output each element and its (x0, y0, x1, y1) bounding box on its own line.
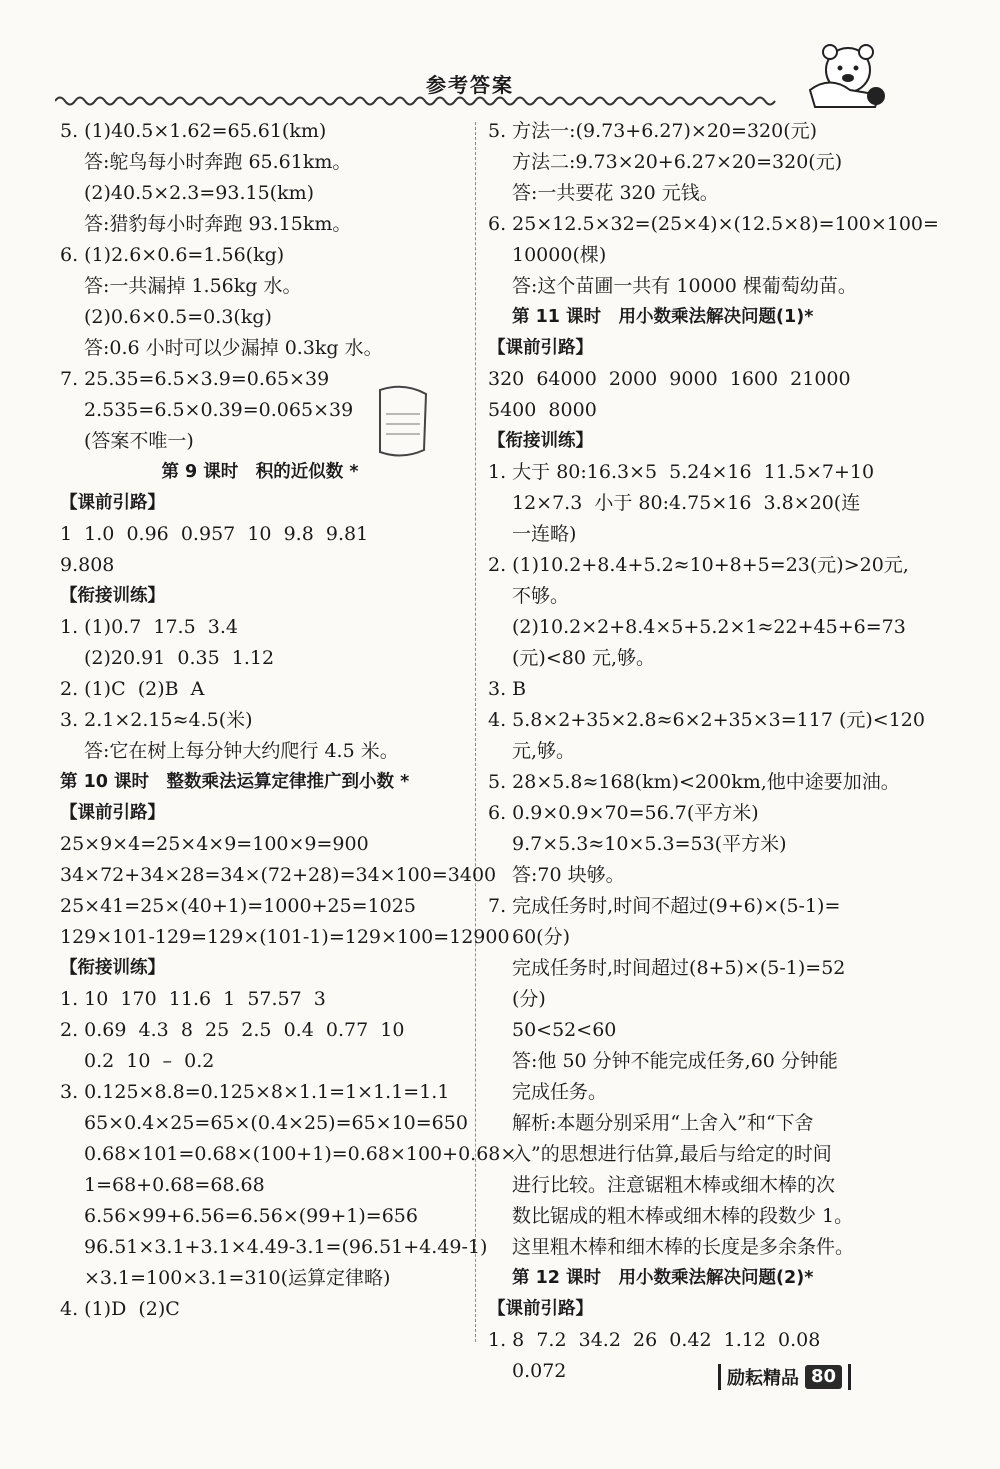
section-heading: 【课前引路】 (488, 1299, 593, 1319)
answer-line: 解析:本题分别采用“上舍入”和“下舍 (512, 1112, 814, 1134)
answer-line: 2. (1)C (2)B A (60, 678, 205, 700)
answer-line: 答:70 块够。 (512, 864, 625, 886)
answer-line: 96.51×3.1+3.1×4.49-3.1=(96.51+4.49-1) (84, 1236, 488, 1258)
answer-line: 6. (1)2.6×0.6=1.56(kg) (60, 244, 285, 266)
answer-line: 进行比较。注意锯粗木棒或细木棒的次 (512, 1174, 836, 1196)
answer-line: 4. (1)D (2)C (60, 1298, 180, 1320)
answer-line: 25×41=25×(40+1)=1000+25=1025 (60, 895, 416, 917)
answer-line: 完成任务。 (512, 1081, 608, 1103)
footer-bar (848, 1364, 851, 1390)
answer-line: 答:0.6 小时可以少漏掉 0.3kg 水。 (84, 337, 383, 359)
answer-line: 65×0.4×25=65×(0.4×25)=65×10=650 (84, 1112, 468, 1134)
footer-brand: 励耘精品 (727, 1368, 799, 1389)
section-heading: 【衔接训练】 (60, 586, 165, 606)
answer-line: 3. 0.125×8.8=0.125×8×1.1=1×1.1=1.1 (60, 1081, 450, 1103)
answer-line: 5. 28×5.8≈168(km)<200km,他中途要加油。 (488, 771, 900, 793)
answer-line: 25×9×4=25×4×9=100×9=900 (60, 833, 369, 855)
answer-line: 2.535=6.5×0.39=0.065×39 (84, 399, 354, 421)
section-heading: 第 11 课时 用小数乘法解决问题(1)* (512, 307, 814, 327)
answer-line: 0.2 10 – 0.2 (84, 1050, 215, 1072)
answer-line: 60(分) (512, 926, 571, 948)
answer-line: ×3.1=100×3.1=310(运算定律略) (84, 1267, 391, 1289)
answer-line: 10000(棵) (512, 244, 607, 266)
footer-bar (718, 1364, 721, 1390)
section-heading: 【课前引路】 (60, 493, 165, 513)
bear-mascot-icon (790, 40, 890, 110)
answer-line: 2. (1)10.2+8.4+5.2≈10+8+5=23(元)>20元, (488, 554, 909, 576)
answer-line: (2)40.5×2.3=93.15(km) (84, 182, 315, 204)
answer-line: 50<52<60 (512, 1019, 617, 1041)
answer-line: 34×72+34×28=34×(72+28)=34×100=3400 (60, 864, 497, 886)
page-header (0, 58, 1000, 118)
page-number: 80 (805, 1365, 842, 1389)
answer-line: 元,够。 (512, 740, 576, 762)
answer-line: 完成任务时,时间超过(8+5)×(5-1)=52 (512, 957, 846, 979)
answer-line: 答:鸵鸟每小时奔跑 65.61km。 (84, 151, 352, 173)
answer-line: (分) (512, 988, 546, 1010)
answer-line: 答:他 50 分钟不能完成任务,60 分钟能 (512, 1050, 838, 1072)
answer-line: 答:一共漏掉 1.56kg 水。 (84, 275, 302, 297)
answer-line: 1 1.0 0.96 0.957 10 9.8 9.81 (60, 523, 369, 545)
watermark (250, 810, 470, 901)
answer-line: 1=68+0.68=68.68 (84, 1174, 265, 1196)
answer-line: 1. 8 7.2 34.2 26 0.42 1.12 0.08 (488, 1329, 821, 1351)
answer-line: 答:一共要花 320 元钱。 (512, 182, 719, 204)
answer-line: 2. 0.69 4.3 8 25 2.5 0.4 0.77 10 (60, 1019, 405, 1041)
answer-line: (答案不唯一) (84, 430, 194, 452)
answer-line: 不够。 (512, 585, 570, 607)
answer-line: 入”的思想进行估算,最后与给定的时间 (512, 1143, 832, 1165)
section-heading: 【课前引路】 (60, 803, 165, 823)
page-footer (712, 1362, 857, 1392)
answer-line: 方法二:9.73×20+6.27×20=320(元) (512, 151, 843, 173)
answer-line: 7. 完成任务时,时间不超过(9+6)×(5-1)= (488, 895, 841, 917)
answer-line: (2)0.6×0.5=0.3(kg) (84, 306, 272, 328)
answer-line: 1. 大于 80:16.3×5 5.24×16 11.5×7+10 (488, 461, 875, 483)
answer-line: 6. 25×12.5×32=(25×4)×(12.5×8)=100×100= (488, 213, 939, 235)
homework-stamp-icon (372, 384, 434, 462)
answer-line: 5. 方法一:(9.73+6.27)×20=320(元) (488, 120, 818, 142)
answer-line: 12×7.3 小于 80:4.75×16 3.8×20(连 (512, 492, 861, 514)
answer-line: 1. 10 170 11.6 1 57.57 3 (60, 988, 326, 1010)
answer-line: 6. 0.9×0.9×70=56.7(平方米) (488, 802, 759, 824)
section-heading: 【衔接训练】 (60, 958, 165, 978)
answer-line: (元)<80 元,够。 (512, 647, 656, 669)
answer-line: 9.808 (60, 554, 115, 576)
answer-line: 5. (1)40.5×1.62=65.61(km) (60, 120, 327, 142)
answer-line: 3. B (488, 678, 527, 700)
section-heading: 【衔接训练】 (488, 431, 593, 451)
answer-line: 一连略) (512, 523, 577, 545)
section-heading: 第 9 课时 积的近似数 * (161, 462, 359, 482)
answer-line: 3. 2.1×2.15≈4.5(米) (60, 709, 253, 731)
section-heading: 第 12 课时 用小数乘法解决问题(2)* (512, 1268, 814, 1288)
answer-line: 答:这个苗圃一共有 10000 棵葡萄幼苗。 (512, 275, 857, 297)
answer-line: 4. 5.8×2+35×2.8≈6×2+35×3=117 (元)<120 (488, 709, 925, 731)
answer-line: (2)20.91 0.35 1.12 (84, 647, 275, 669)
page-title: 参考答案 (426, 73, 514, 97)
answer-line: 129×101-129=129×(101-1)=129×100=12900 (60, 926, 510, 948)
answer-line: 0.072 (512, 1360, 567, 1382)
answer-line: 9.7×5.3≈10×5.3=53(平方米) (512, 833, 787, 855)
answer-line: 答:它在树上每分钟大约爬行 4.5 米。 (84, 740, 399, 762)
section-heading: 第 10 课时 整数乘法运算定律推广到小数 * (60, 772, 410, 792)
answer-line: 320 64000 2000 9000 1600 21000 (488, 368, 851, 390)
answer-line: 5400 8000 (488, 399, 597, 421)
answers-right-column (488, 116, 939, 1387)
answer-line: (2)10.2×2+8.4×5+5.2×1≈22+45+6=73 (512, 616, 906, 638)
answer-line: 这里粗木棒和细木棒的长度是多余条件。 (512, 1236, 855, 1258)
answer-line: 0.68×101=0.68×(100+1)=0.68×100+0.68× (84, 1143, 517, 1165)
answer-line: 1. (1)0.7 17.5 3.4 (60, 616, 238, 638)
answer-line: 6.56×99+6.56=6.56×(99+1)=656 (84, 1205, 418, 1227)
answer-line: 7. 25.35=6.5×3.9=0.65×39 (60, 368, 330, 390)
answer-line: 数比锯成的粗木棒或细木棒的段数少 1。 (512, 1205, 854, 1227)
answer-line: 答:猎豹每小时奔跑 93.15km。 (84, 213, 352, 235)
section-heading: 【课前引路】 (488, 338, 593, 358)
